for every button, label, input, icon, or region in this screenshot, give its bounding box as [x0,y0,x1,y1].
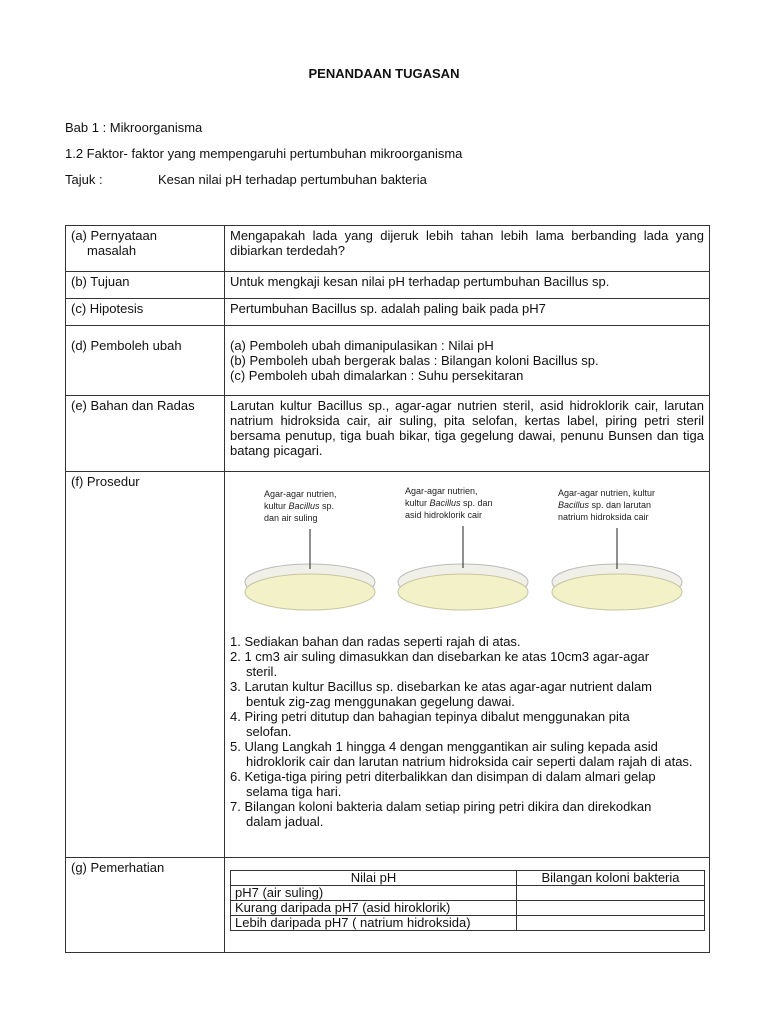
petri-dish-figure [230,474,704,634]
row-a [66,226,710,272]
petri-dish-2 [398,526,528,610]
petri-dish-3 [552,528,682,610]
label-d: (d) Pemboleh ubah [66,326,225,396]
step-7: 7. Bilangan koloni bakteria dalam setiap piring petri dikira dan direkodkan dalam jadual. [230,799,652,829]
hipotesis: Pertumbuhan Bacillus sp. adalah paling baik pada pH7 [225,299,710,326]
variable-responding: (b) Pemboleh ubah bergerak balas : Bilangan koloni Bacillus sp. [230,353,599,368]
step-4: 4. Piring petri ditutup dan bahagian tepinya dibalut menggunakan pita selofan. [230,709,630,739]
chapter: Bab 1 : Mikroorganisma [65,120,203,135]
tujuan: Untuk mengkaji kesan nilai pH terhadap pertumbuhan Bacillus sp. [225,272,710,299]
assignment-table [65,225,710,953]
variable-constant: (c) Pemboleh ubah dimalarkan : Suhu persekitaran [230,368,524,383]
step-3: 3. Larutan kultur Bacillus sp. disebarkan ke atas agar-agar nutrient dalam bentuk zig-zag menggunakan gegelung dawai. [230,679,653,709]
label-g: (g) Pemerhatian [66,858,225,953]
label-e: (e) Bahan dan Radas [66,396,225,472]
label-c: (c) Hipotesis [66,299,225,326]
dish-label-2: Agar-agar nutrien, kultur Bacillus sp. dan asid hidroklorik cair [405,486,493,520]
dish-label-3: Agar-agar nutrien, kultur Bacillus sp. dan larutan natrium hidroksida cair [558,488,656,522]
obs-row: Kurang daripada pH7 (asid hiroklorik) [231,901,705,916]
observation-table [230,870,705,931]
row-e [66,396,710,472]
pernyataan-masalah: Mengapakah lada yang dijeruk lebih tahan lebih lama berbanding lada yang dibiarkan terdedah? [225,226,710,272]
bahan-radas: Larutan kultur Bacillus sp., agar-agar nutrien steril, asid hidroklorik cair, larutan natrium hidroksida cair, air suling, pita selofan, kertas label, piring petri steril bersama penutup, tiga buah bikar, tiga gegelung dawai, penunu Bunsen dan tiga batang picagari. [225,396,710,472]
obs-row: Lebih daripada pH7 ( natrium hidroksida) [231,916,705,931]
step-6: 6. Ketiga-tiga piring petri diterbalikkan dan disimpan di dalam almari gelap selama tiga hari. [230,769,656,799]
step-2: 2. 1 cm3 air suling dimasukkan dan disebarkan ke atas 10cm3 agar-agar steril. [230,649,650,679]
step-1: 1. Sediakan bahan dan radas seperti rajah di atas. [230,634,521,649]
tajuk-label: Tajuk : [65,172,103,187]
petri-dish-1 [245,529,375,610]
obs-row: pH7 (air suling) [231,886,705,901]
row-b [66,272,710,299]
step-5: 5. Ulang Langkah 1 hingga 4 dengan menggantikan air suling kepada asid hidroklorik cair dan larutan natrium hidroksida cair seperti dalam rajah di atas. [230,739,693,769]
page-title: PENANDAAN TUGASAN [308,66,460,81]
row-f [66,472,710,858]
label-f: (f) Prosedur [66,472,225,858]
obs-header: Nilai pH Bilangan koloni bakteria [231,871,705,886]
label-b: (b) Tujuan [66,272,225,299]
dish-label-1: Agar-agar nutrien, kultur Bacillus sp. dan air suling [264,489,337,523]
label-a-2: masalah [87,243,137,258]
tajuk [65,172,705,187]
row-g [66,858,710,953]
row-d [66,326,710,396]
label-a: (a) Pernyataan [71,228,157,243]
row-c [66,299,710,326]
variable-manipulated: (a) Pemboleh ubah dimanipulasikan : Nilai pH [230,338,494,353]
procedure-steps [230,634,704,829]
subtopic: 1.2 Faktor- faktor yang mempengaruhi pertumbuhan mikroorganisma [65,146,463,161]
tajuk-value: Kesan nilai pH terhadap pertumbuhan bakteria [158,172,427,187]
